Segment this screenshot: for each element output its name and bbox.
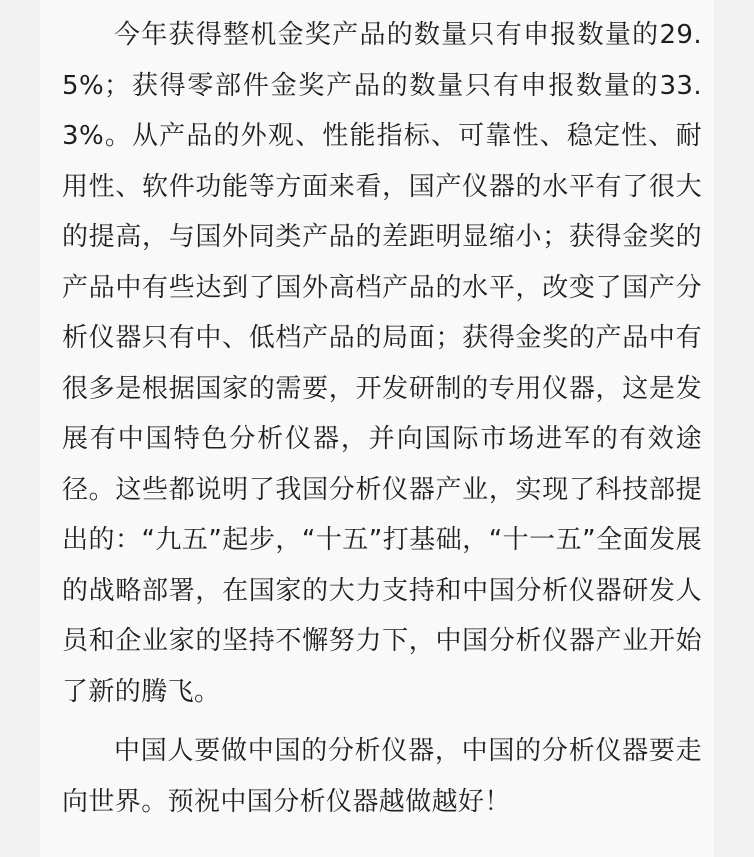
document-body <box>62 10 702 827</box>
paragraph: 今年获得整机金奖产品的数量只有申报数量的29.5%；获得零部件金奖产品的数量只有申报数量的33.3%。从产品的外观、性能指标、可靠性、稳定性、耐用性、软件功能等方面来看，国产仪器的水平有了很大的提高，与国外同类产品的差距明显缩小；获得金奖的产品中有些达到了国外高档产品的水平，改变了国产分析仪器只有中、低档产品的局面；获得金奖的产品中有很多是根据国家的需要，开发研制的专用仪器，这是发展有中国特色分析仪器，并向国际市场进军的有效途径。这些都说明了我国分析仪器产业，实现了科技部提出的：“九五”起步，“十五”打基础，“十一五”全面发展的战略部署，在国家的大力支持和中国分析仪器研发人员和企业家的坚持不懈努力下，中国分析仪器产业开始了新的腾飞。 <box>62 20 702 707</box>
paragraph: 中国人要做中国的分析仪器，中国的分析仪器要走向世界。预祝中国分析仪器越做越好！ <box>62 736 702 817</box>
